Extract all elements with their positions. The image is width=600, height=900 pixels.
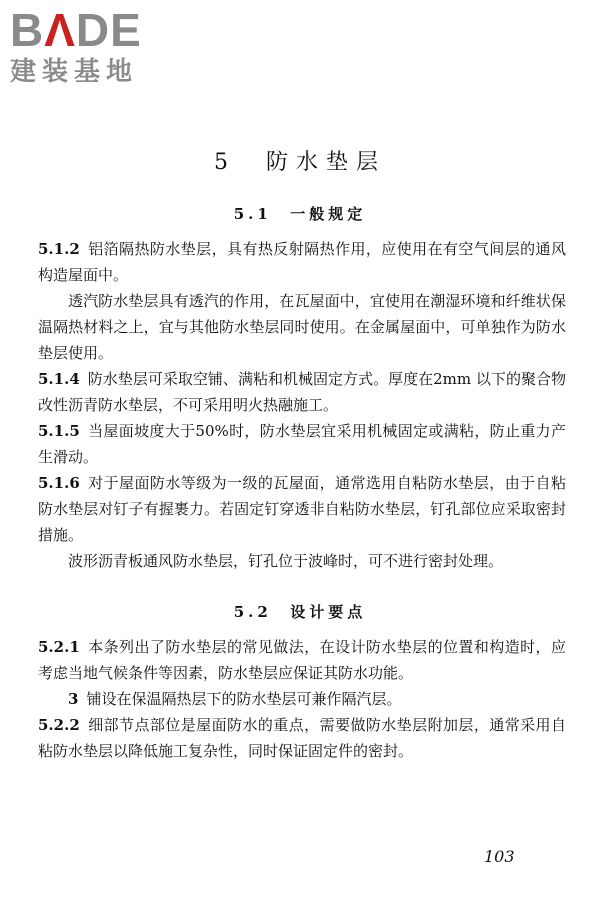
section-number: 5.2: [233, 603, 272, 621]
page-number: 103: [484, 847, 515, 866]
clause-text: 细部节点部位是屋面防水的重点，需要做防水垫层附加层，通常采用自粘防水垫层以降低施工复杂性，同时保证固定件的密封。: [38, 716, 566, 760]
clause-text: 对于屋面防水等级为一级的瓦屋面，通常选用自粘防水垫层，由于自粘防水垫层对钉子有握裹力。若固定钉穿透非自粘防水垫层，钉孔部位应采取密封措施。: [38, 474, 566, 544]
chapter-number: 5: [213, 150, 236, 175]
clause-paragraph: [38, 236, 566, 288]
clause-paragraph: [38, 366, 566, 418]
clause-number: 5.1.4: [38, 370, 80, 388]
logo-wordmark: [10, 6, 142, 54]
clause-text: 当屋面坡度大于50%时，防水垫层宜采用机械固定或满粘，防止重力产生滑动。: [38, 422, 566, 466]
section-heading-5-1: [0, 203, 600, 225]
section-title-text: 设计要点: [290, 603, 367, 621]
clause-paragraph: [38, 686, 566, 712]
clause-number: 5.1.6: [38, 474, 80, 492]
clause-number: 5.1.2: [38, 240, 80, 258]
section-title-text: 一般规定: [290, 205, 367, 223]
clause-paragraph: [38, 418, 566, 470]
clause-text: 透汽防水垫层具有透汽的作用，在瓦屋面中，宜使用在潮湿环境和纤维状保温隔热材料之上，宜与其他防水垫层同时使用。在金属屋面中，可单独作为防水垫层使用。: [38, 292, 566, 362]
clause-text: 防水垫层可采取空铺、满粘和机械固定方式。厚度在2mm 以下的聚合物改性沥青防水垫层，不可采用明火热融施工。: [38, 370, 566, 414]
chapter-title: [0, 148, 600, 178]
clause-paragraph: [38, 470, 566, 548]
logo-letters-1: B: [10, 4, 45, 56]
clause-number: 5.2.2: [38, 716, 80, 734]
section-body-5-1: [38, 236, 566, 574]
logo-letters-2: DE: [75, 4, 142, 56]
chapter-title-text: 防水垫层: [265, 150, 386, 175]
clause-text: 本条列出了防水垫层的常见做法，在设计防水垫层的位置和构造时，应考虑当地气候条件等因素，防水垫层应保证其防水功能。: [38, 638, 566, 682]
section-number: 5.1: [233, 205, 272, 223]
logo-accent-letter: Λ: [44, 4, 76, 56]
clause-text: 波形沥青板通风防水垫层，钉孔位于波峰时，可不进行密封处理。: [68, 552, 504, 570]
clause-number: 5.1.5: [38, 422, 80, 440]
clause-paragraph: [38, 634, 566, 686]
clause-number: 5.2.1: [38, 638, 80, 656]
clause-text: 铝箔隔热防水垫层，具有热反射隔热作用，应使用在有空气间层的通风构造屋面中。: [38, 240, 566, 284]
section-body-5-2: [38, 634, 566, 764]
clause-paragraph: [38, 548, 566, 574]
clause-text: 铺设在保温隔热层下的防水垫层可兼作隔汽层。: [86, 690, 402, 708]
logo-subtitle: 建装基地: [10, 57, 139, 87]
clause-paragraph: [38, 712, 566, 764]
clause-number: 3: [68, 690, 79, 708]
clause-paragraph: [38, 288, 566, 366]
section-heading-5-2: [0, 601, 600, 623]
logo: [10, 6, 180, 86]
